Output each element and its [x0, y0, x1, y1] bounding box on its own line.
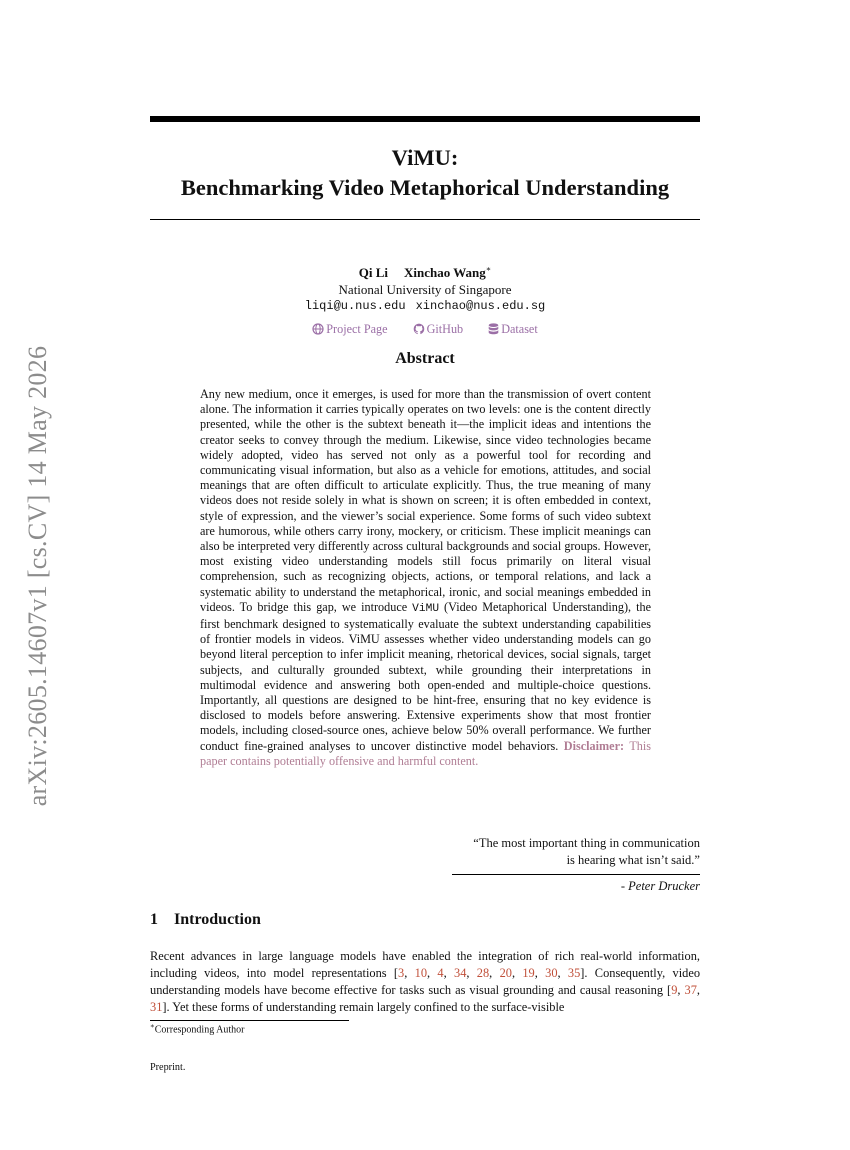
disclaimer-text: This paper contains potentially offensive and harmful content.	[200, 738, 651, 768]
quote-rule	[452, 874, 700, 875]
citation-link[interactable]: 20	[499, 966, 512, 980]
github-link[interactable]	[413, 322, 464, 336]
citation-group: 3, 10, 4, 34, 28, 20, 19, 30, 35	[398, 966, 581, 980]
project-page-label: Project Page	[326, 322, 388, 336]
section-title: Introduction	[174, 911, 261, 928]
email-link[interactable]: xinchao@nus.edu.sg	[415, 299, 546, 314]
citation-group: 9, 37, 31	[150, 983, 701, 1014]
citation-link[interactable]: 28	[476, 966, 490, 980]
author-name: Qi Li	[358, 265, 389, 281]
benchmark-name: ViMU	[412, 602, 440, 615]
resource-links	[150, 322, 700, 337]
globe-icon	[312, 323, 324, 335]
citation-link[interactable]: 10	[414, 966, 428, 980]
author-names	[150, 261, 700, 281]
abstract-heading: Abstract	[395, 350, 455, 367]
project-page-link[interactable]	[312, 322, 387, 336]
intro-text: Recent advances in large language models have enabled the integration of rich real-world information, including videos, into model representations [	[150, 949, 700, 980]
paper-title	[150, 143, 700, 203]
github-icon	[413, 323, 425, 335]
author-name-text: Xinchao Wang	[404, 265, 486, 281]
dataset-label: Dataset	[501, 322, 538, 336]
citation-link[interactable]: 9	[671, 983, 678, 997]
section-number: 1	[150, 911, 158, 928]
citation-link[interactable]: 19	[522, 966, 535, 980]
footnote	[150, 1022, 244, 1035]
abstract-text: (Video Metaphorical Understanding), the first benchmark designed to systematically evaluate the subtext understanding capabilities of frontier models in videos. ViMU assesses whether video understanding models can go beyond literal perception to infer implicit meaning, rhetorical devices, social signals, target subjects, and culturally grounded subtext, while grounding their interpretations in multimodal evidence and answering both open-ended and multiple-choice questions. Importantly, all questions are designed to be hint-free, ensuring that no key evidence is disclosed to models before answering. Extensive experiments show that most frontier models, including closed-source ones, achieve below 50% overall performance. We further conduct fine-grained analyses to uncover distinctive model behaviors.	[200, 599, 651, 753]
citation-link[interactable]: 35	[567, 966, 581, 980]
section-heading	[150, 911, 261, 929]
corresponding-mark: ∗	[485, 265, 492, 274]
citation-link[interactable]: 30	[545, 966, 558, 980]
page-footer: Preprint.	[150, 1062, 186, 1073]
citation-link[interactable]: 34	[454, 966, 467, 980]
abstract-text: Any new medium, once it emerges, is used for more than the transmission of overt content alone. The information it carries typically operates on two levels: one is the content directly presented, while the other is the subtext beneath it—the implicit ideas and intentions the creator seeks to convey through the medium. Likewise, since video technologies became widely adopted, video has served not only as a powerful tool for recording and communicating visual information, but also as a vehicle for emotions, attitudes, and social meanings that are often difficult to articulate explicitly. Thus, the true meaning of many videos does not reside solely in what is shown on screen; it is often embedded in context, style of expression, and the viewer’s social experience. Some forms of such video subtext are humorous, while others carry irony, mockery, or criticism. These implicit meanings can also be interpreted very differently across cultural backgrounds and social groups. However, most existing video understanding models still focus primarily on literal visual comprehension, such as recognizing objects, actions, or temporal relations, and lack a systematic ability to understand the metaphorical, ironic, and social meanings embedded in videos. To bridge this gap, we introduce	[200, 387, 651, 614]
title-bottom-rule	[150, 219, 700, 220]
quote-line: “The most important thing in communication	[473, 836, 700, 850]
epigraph-quote	[452, 835, 700, 869]
author-name	[404, 265, 491, 280]
quote-line: is hearing what isn’t said.”	[566, 853, 700, 867]
author-emails	[150, 298, 700, 315]
abstract-body	[200, 387, 651, 769]
email-link[interactable]: liqi@u.nus.edu	[304, 299, 406, 314]
title-top-rule	[150, 116, 700, 122]
author-block	[150, 261, 700, 315]
github-label: GitHub	[426, 322, 464, 336]
affiliation: National University of Singapore	[338, 282, 512, 298]
title-line-2: Benchmarking Video Metaphorical Understanding	[180, 175, 670, 200]
quote-attribution: - Peter Drucker	[620, 879, 700, 893]
database-icon	[488, 323, 499, 335]
citation-link[interactable]: 31	[150, 1000, 163, 1014]
citation-link[interactable]: 3	[398, 966, 405, 980]
footnote-rule	[150, 1020, 349, 1021]
intro-text: ]. Yet these forms of understanding remain largely confined to the surface-visible	[162, 1000, 565, 1014]
footnote-mark: ∗	[150, 1022, 155, 1030]
intro-text: ]. Consequently, video understanding models have become effective for tasks such as visual grounding and causal reasoning [	[150, 966, 701, 997]
citation-link[interactable]: 37	[684, 983, 697, 997]
arxiv-stamp: arXiv:2605.14607v1 [cs.CV] 14 May 2026	[23, 345, 52, 807]
dataset-link[interactable]	[488, 322, 538, 336]
disclaimer-label: Disclaimer:	[563, 738, 625, 753]
footnote-text: Corresponding Author	[154, 1024, 245, 1036]
intro-paragraph	[150, 948, 700, 1016]
title-line-1: ViMU:	[391, 145, 459, 170]
citation-link[interactable]: 4	[437, 966, 444, 980]
